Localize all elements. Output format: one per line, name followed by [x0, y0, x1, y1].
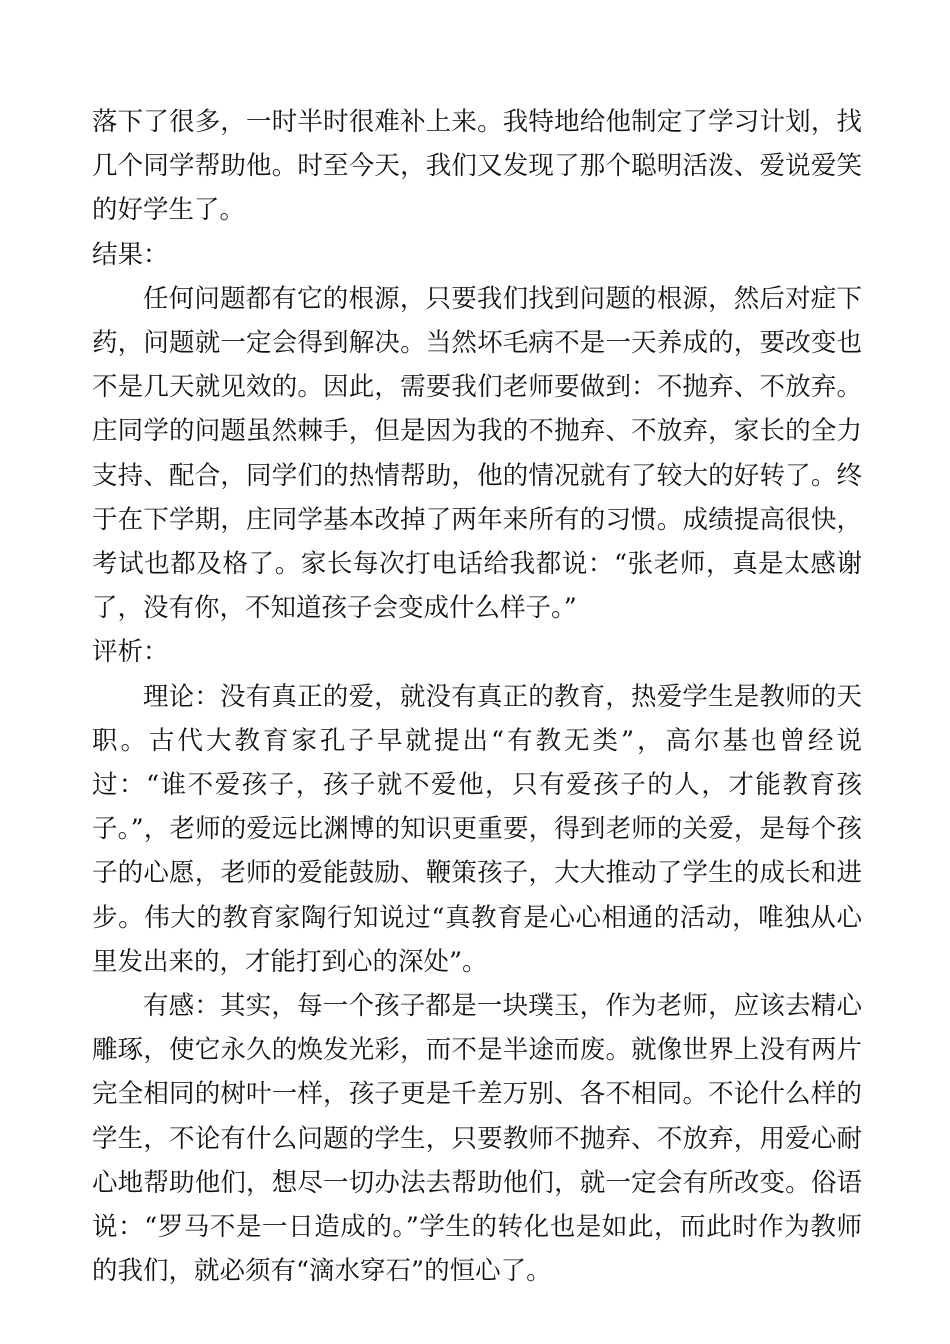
- document-body: [92, 100, 862, 1293]
- paragraph-continuation: 落下了很多，一时半时很难补上来。我特地给他制定了学习计划，找几个同学帮助他。时至今天，我们又发现了那个聪明活泼、爱说爱笑的好学生了。: [92, 107, 862, 226]
- heading-result: 结果：: [92, 239, 169, 270]
- paragraph-result: 任何问题都有它的根源，只要我们找到问题的根源，然后对症下药，问题就一定会得到解决。当然坏毛病不是一天养成的，要改变也不是几天就见效的。因此，需要我们老师要做到：不抛弃、不放弃。庄同学的问题虽然棘手，但是因为我的不抛弃、不放弃，家长的全力支持、配合，同学们的热情帮助，他的情况就有了较大的好转了。终于在下学期，庄同学基本改掉了两年来所有的习惯。成绩提高很快，考试也都及格了。家长每次打电话给我都说：“张老师，真是太感谢了，没有你，不知道孩子会变成什么样子。”: [92, 283, 862, 624]
- paragraph-theory: 理论：没有真正的爱，就没有真正的教育，热爱学生是教师的天职。古代大教育家孔子早就提出“有教无类”，高尔基也曾经说过：“谁不爱孩子，孩子就不爱他，只有爱孩子的人，才能教育孩子。”，老师的爱远比渊博的知识更重要，得到老师的关爱，是每个孩子的心愿，老师的爱能鼓励、鞭策孩子，大大推动了学生的成长和进步。伟大的教育家陶行知说过“真教育是心心相通的活动，唯独从心里发出来的，才能打到心的深处”。: [92, 681, 862, 977]
- paragraph-reflection: 有感：其实，每一个孩子都是一块璞玉，作为老师，应该去精心雕琢，使它永久的焕发光彩，而不是半途而废。就像世界上没有两片完全相同的树叶一样，孩子更是千差万别、各不相同。不论什么样的学生，不论有什么问题的学生，只要教师不抛弃、不放弃，用爱心耐心地帮助他们，想尽一切办法去帮助他们，就一定会有所改变。俗语说：“罗马不是一日造成的。”学生的转化也是如此，而此时作为教师的我们，就必须有“滴水穿石”的恒心了。: [92, 991, 862, 1287]
- heading-analysis: 评析：: [92, 637, 169, 668]
